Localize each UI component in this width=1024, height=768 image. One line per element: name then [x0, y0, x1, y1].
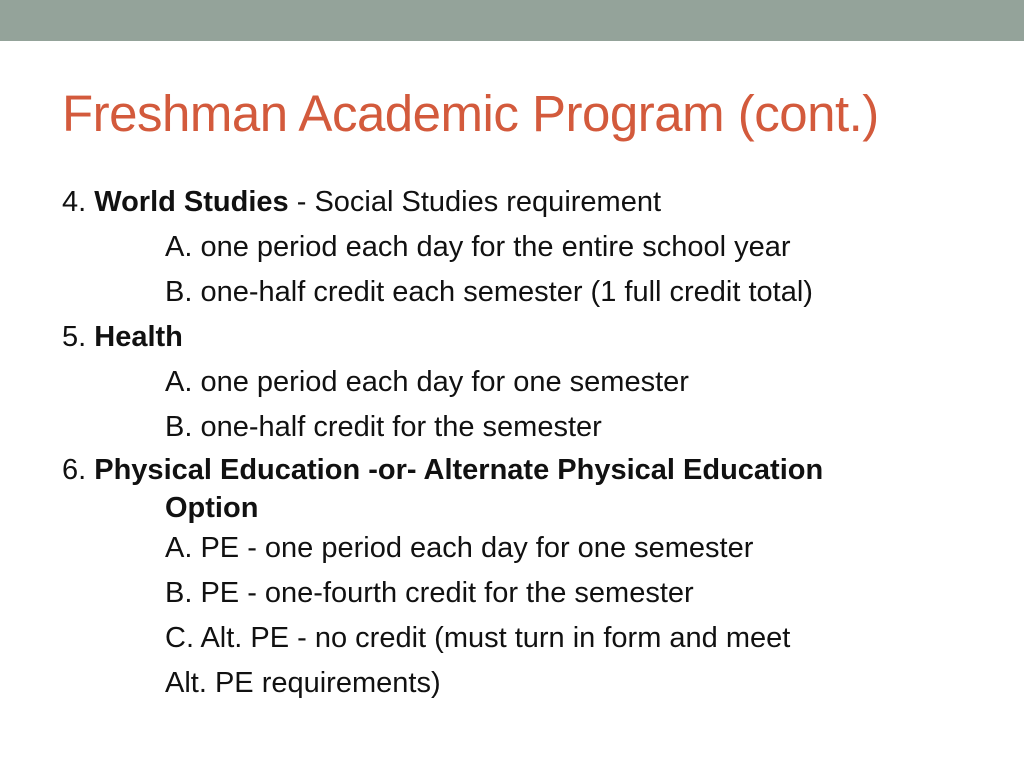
sub-item: A. one period each day for one semester [165, 366, 689, 398]
item-number: 5. [62, 321, 87, 353]
slide-body [62, 180, 982, 706]
sub-item: B. one-half credit each semester (1 full credit total) [165, 276, 813, 308]
sub-item: C. Alt. PE - no credit (must turn in form and meet [165, 622, 791, 654]
top-accent-bar [0, 0, 1024, 41]
item-suffix: - Social Studies requirement [288, 186, 662, 218]
sub-item: B. one-half credit for the semester [165, 411, 602, 443]
slide-title: Freshman Academic Program (cont.) [62, 85, 879, 142]
item-heading: World Studies [94, 186, 289, 218]
list-item-health [62, 315, 982, 360]
list-item-physical-education [62, 450, 982, 490]
item-number: 4. [62, 186, 87, 218]
sub-item: Alt. PE requirements) [165, 667, 441, 699]
sub-item: A. one period each day for the entire school year [165, 231, 791, 263]
item-heading-continuation: Option [165, 492, 259, 524]
item-heading: Health [94, 321, 183, 353]
list-item-world-studies [62, 180, 982, 225]
item-number: 6. [62, 454, 87, 486]
item-heading: Physical Education -or- Alternate Physical Education [94, 454, 824, 486]
sub-item: B. PE - one-fourth credit for the semester [165, 577, 694, 609]
sub-item: A. PE - one period each day for one semester [165, 532, 754, 564]
